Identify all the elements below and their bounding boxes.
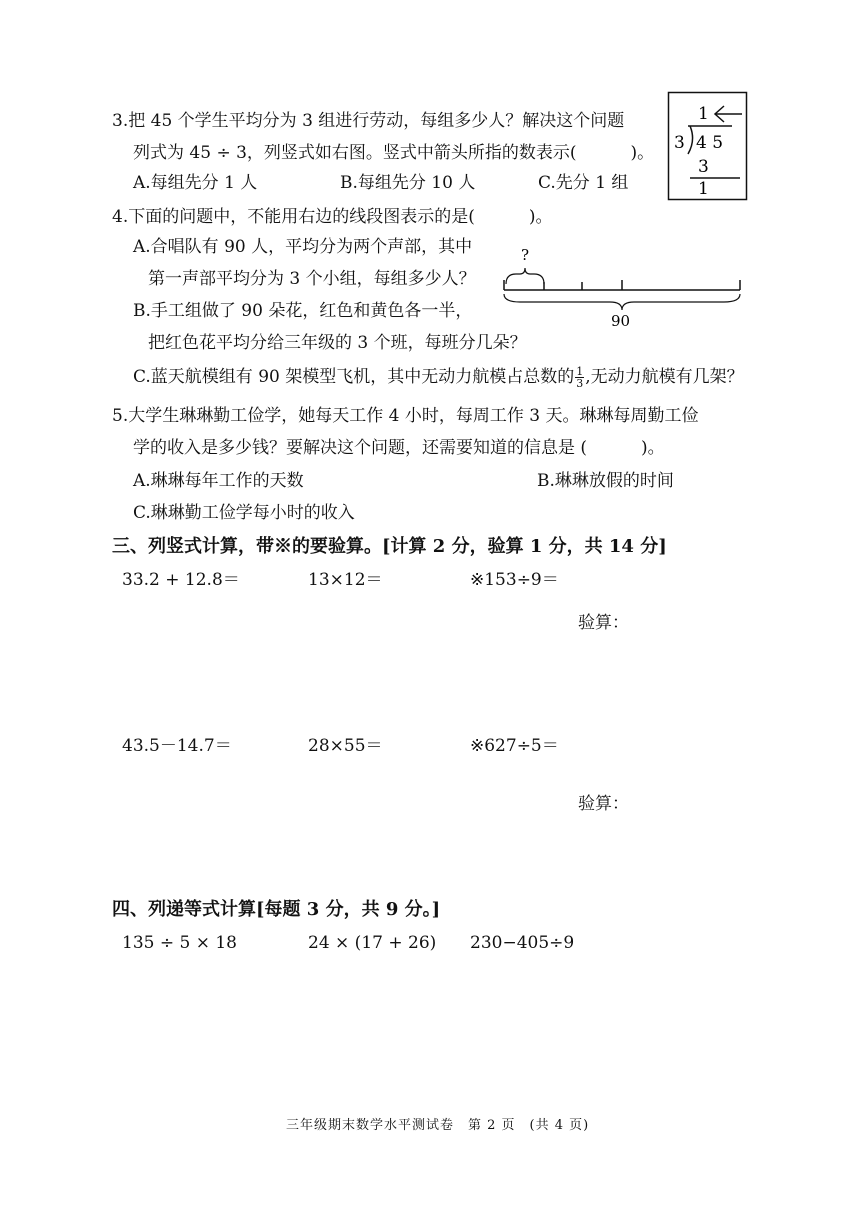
calc-item: 33.2 + 12.8＝	[122, 570, 240, 590]
step-calc-item: 135 ÷ 5 × 18	[122, 933, 237, 953]
fraction-denominator: 3	[576, 377, 584, 390]
step-calc-item: 230−405÷9	[470, 933, 575, 953]
calc-item: 13×12＝	[308, 570, 383, 590]
q3-option-a: A.每组先分 1 人	[133, 173, 258, 193]
q5-line1: 5.大学生琳琳勤工俭学，她每天工作 4 小时，每周工作 3 天。琳琳每周勤工俭	[112, 406, 699, 426]
page-footer: 三年级期末数学水平测试卷 第 2 页 (共 4 页)	[286, 1118, 590, 1133]
q4-option-b-line2: 把红色花平均分给三年级的 3 个班，每班分几朵？	[148, 333, 527, 353]
one-third-fraction	[575, 366, 584, 389]
q4-option-c-text: C.蓝天航模组有 90 架模型飞机，其中无动力航模占总数的	[133, 367, 575, 387]
q3-line2-end: )。	[630, 143, 655, 163]
q4-option-c-end: ,无动力航模有几架？	[585, 367, 744, 387]
q4-stem-end: )。	[528, 207, 553, 227]
diagram-total: 90	[611, 312, 631, 330]
q5-line2-end: )。	[641, 438, 665, 458]
q5-option-b: B.琳琳放假的时间	[537, 471, 674, 491]
division-divisor: 3	[674, 133, 685, 153]
q4-stem-text: 4.下面的问题中，不能用右边的线段图表示的是(	[112, 207, 475, 227]
division-quotient: 1	[698, 104, 709, 124]
calc-item: 28×55＝	[308, 736, 383, 756]
top-brace	[506, 268, 544, 284]
q5-option-c: C.琳琳勤工俭学每小时的收入	[133, 503, 355, 523]
q5-line2-text: 学的收入是多少钱？要解决这个问题，还需要知道的信息是 (	[133, 438, 588, 458]
calc-item: ※153÷9＝	[470, 570, 559, 590]
diagram-question-mark: ?	[521, 246, 530, 264]
calc-item: 43.5－14.7＝	[122, 736, 232, 756]
division-product: 3	[698, 157, 709, 177]
bottom-brace	[504, 294, 740, 310]
q3-line2	[133, 142, 654, 164]
division-dividend: 4 5	[696, 133, 724, 153]
section3-title: 三、列竖式计算，带※的要验算。[计算 2 分，验算 1 分，共 14 分]	[112, 536, 667, 557]
q3-option-b: B.每组先分 10 人	[340, 173, 476, 193]
check-label: 验算：	[578, 613, 629, 633]
long-division-figure	[668, 92, 748, 202]
q4-stem	[112, 206, 553, 228]
q4-option-a-line1: A.合唱队有 90 人，平均分为两个声部，其中	[133, 237, 473, 257]
q3-line1: 3.把 45 个学生平均分为 3 组进行劳动，每组多少人？解决这个问题	[112, 111, 625, 131]
division-remainder: 1	[698, 179, 709, 199]
calc-item: ※627÷5＝	[470, 736, 559, 756]
fraction-numerator: 1	[576, 365, 584, 378]
q3-line2-text: 列式为 45 ÷ 3，列竖式如右图。竖式中箭头所指的数表示(	[133, 143, 577, 163]
section4-title: 四、列递等式计算[每题 3 分，共 9 分。]	[112, 899, 441, 920]
q4-option-c	[133, 366, 744, 389]
step-calc-item: 24 × (17 + 26)	[308, 933, 437, 953]
q4-option-a-line2: 第一声部平均分为 3 个小组，每组多少人？	[148, 269, 476, 289]
q5-line2	[133, 437, 665, 459]
q5-option-a: A.琳琳每年工作的天数	[133, 471, 304, 491]
q4-option-b-line1: B.手工组做了 90 朵花，红色和黄色各一半，	[133, 301, 473, 321]
q3-option-c: C.先分 1 组	[538, 173, 629, 193]
line-segment-diagram	[500, 240, 750, 330]
check-label: 验算：	[578, 794, 629, 814]
